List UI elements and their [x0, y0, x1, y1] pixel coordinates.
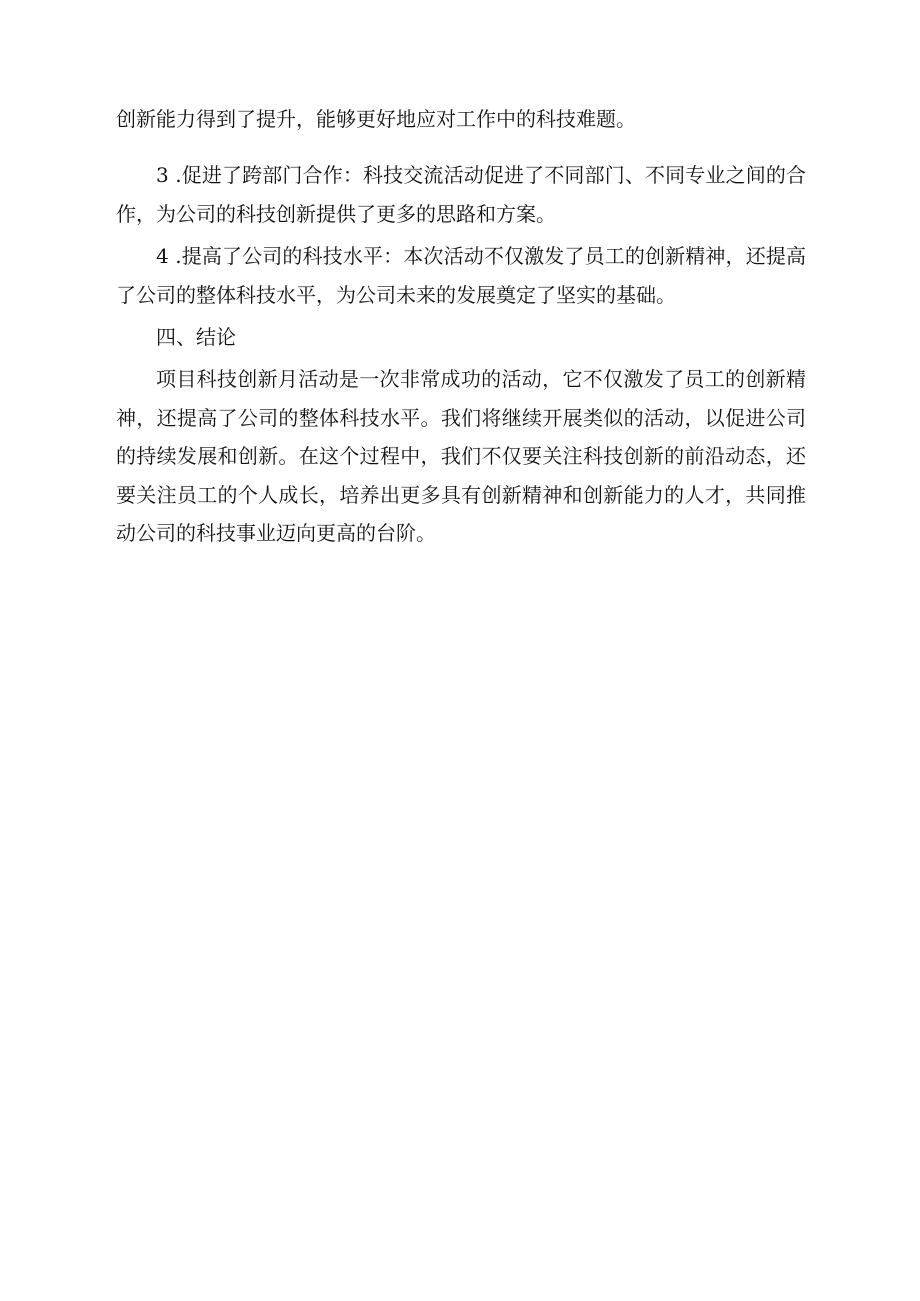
paragraph-continuation: 创新能力得到了提升，能够更好地应对工作中的科技难题。: [116, 107, 636, 131]
document-body: [116, 100, 806, 552]
paragraph-item-4: 4 .提高了公司的科技水平：本次活动不仅激发了员工的创新精神，还提高了公司的整体科技水平，为公司未来的发展奠定了坚实的基础。: [116, 244, 806, 307]
section-heading-conclusion: 四、结论: [156, 325, 236, 350]
paragraph-item-3: 3 .促进了跨部门合作：科技交流活动促进了不同部门、不同专业之间的合作，为公司的科技创新提供了更多的思路和方案。: [116, 163, 806, 226]
paragraph-conclusion: 项目科技创新月活动是一次非常成功的活动，它不仅激发了员工的创新精神，还提高了公司的整体科技水平。我们将继续开展类似的活动，以促进公司的持续发展和创新。在这个过程中，我们不仅要关注科技创新的前沿动态，还要关注员工的个人成长，培养出更多具有创新精神和创新能力的人才，共同推动公司的科技事业迈向更高的台阶。: [116, 367, 806, 546]
